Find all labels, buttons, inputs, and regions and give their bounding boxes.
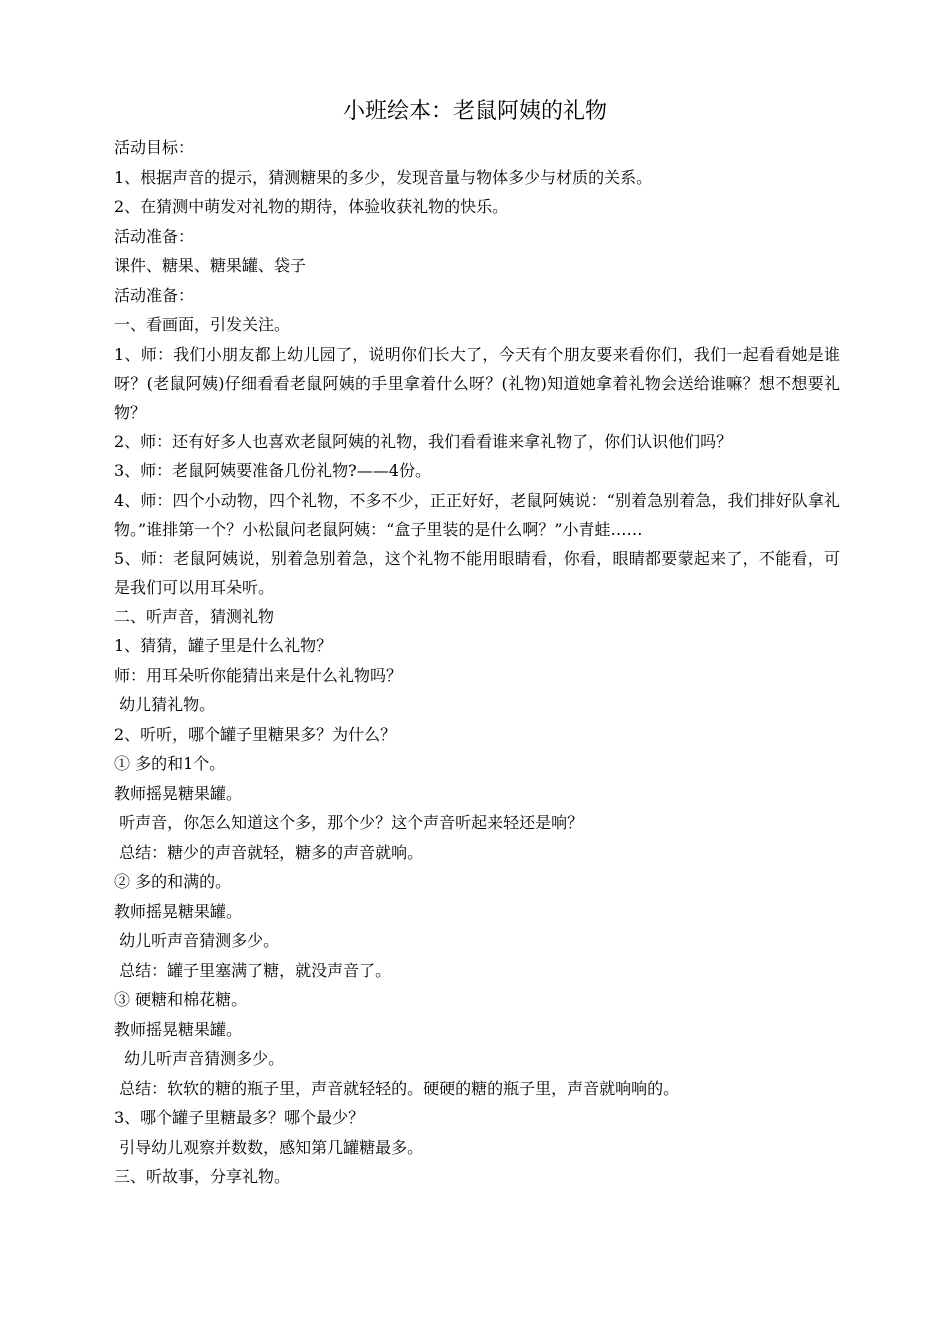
paragraph: 总结：软软的糖的瓶子里，声音就轻轻的。硬硬的糖的瓶子里，声音就响响的。 <box>114 1078 680 1098</box>
document-body <box>114 133 840 1192</box>
paragraph: 教师摇晃糖果罐。 <box>114 783 243 803</box>
paragraph: 活动准备： <box>114 285 195 305</box>
paragraph: 1、师：我们小朋友都上幼儿园了，说明你们长大了，今天有个朋友要来看你们，我们一起看看她是谁呀？(老鼠阿姨)仔细看看老鼠阿姨的手里拿着什么呀？(礼物)知道她拿着礼物会送给谁嘛？想不想要礼物？ <box>114 344 840 422</box>
paragraph: 一、看画面，引发关注。 <box>114 315 291 334</box>
paragraph: ② 多的和满的。 <box>114 872 232 891</box>
paragraph: 3、哪个罐子里糖最多？哪个最少？ <box>114 1108 365 1127</box>
paragraph: 3、师：老鼠阿姨要准备几份礼物?——4份。 <box>114 461 431 480</box>
paragraph: 师：用耳朵听你能猜出来是什么礼物吗？ <box>114 665 403 685</box>
paragraph: ③ 硬糖和棉花糖。 <box>114 990 248 1009</box>
paragraph: 总结：罐子里塞满了糖，就没声音了。 <box>114 960 392 980</box>
paragraph: 幼儿听声音猜测多少。 <box>114 1049 285 1068</box>
document-title: 小班绘本：老鼠阿姨的礼物 <box>342 99 607 124</box>
paragraph: 2、在猜测中萌发对礼物的期待，体验收获礼物的快乐。 <box>114 197 509 216</box>
paragraph: 5、师：老鼠阿姨说，别着急别着急，这个礼物不能用眼睛看，你看，眼睛都要蒙起来了，不能看，可是我们可以用耳朵听。 <box>114 548 840 597</box>
paragraph: 课件、糖果、糖果罐、袋子 <box>114 256 307 275</box>
paragraph: 幼儿听声音猜测多少。 <box>114 931 280 950</box>
paragraph: 引导幼儿观察并数数，感知第几罐糖最多。 <box>114 1137 424 1157</box>
paragraph: 2、师：还有好多人也喜欢老鼠阿姨的礼物，我们看看谁来拿礼物了，你们认识他们吗？ <box>114 431 733 451</box>
paragraph: 二、听声音，猜测礼物 <box>114 606 275 626</box>
paragraph: 听声音，你怎么知道这个多，那个少？这个声音听起来轻还是响？ <box>114 813 584 832</box>
paragraph: 教师摇晃糖果罐。 <box>114 1019 243 1039</box>
paragraph: 1、猜猜，罐子里是什么礼物？ <box>114 636 333 655</box>
paragraph: 教师摇晃糖果罐。 <box>114 901 243 921</box>
paragraph: 总结：糖少的声音就轻，糖多的声音就响。 <box>114 842 424 862</box>
paragraph: 三、听故事，分享礼物。 <box>114 1167 291 1186</box>
paragraph: 活动准备： <box>114 226 195 246</box>
paragraph: 活动目标： <box>114 138 195 157</box>
paragraph: 幼儿猜礼物。 <box>114 695 216 714</box>
paragraph: 2、听听，哪个罐子里糖果多？为什么？ <box>114 724 397 744</box>
paragraph: 4、师：四个小动物，四个礼物，不多不少，正正好好，老鼠阿姨说：“别着急别着急，我们排好队拿礼物。”谁排第一个？小松鼠问老鼠阿姨：“盒子里装的是什么啊？”小青蛙…… <box>114 490 840 539</box>
paragraph: ① 多的和1个。 <box>114 754 226 773</box>
paragraph: 1、根据声音的提示，猜测糖果的多少，发现音量与物体多少与材质的关系。 <box>114 167 653 187</box>
